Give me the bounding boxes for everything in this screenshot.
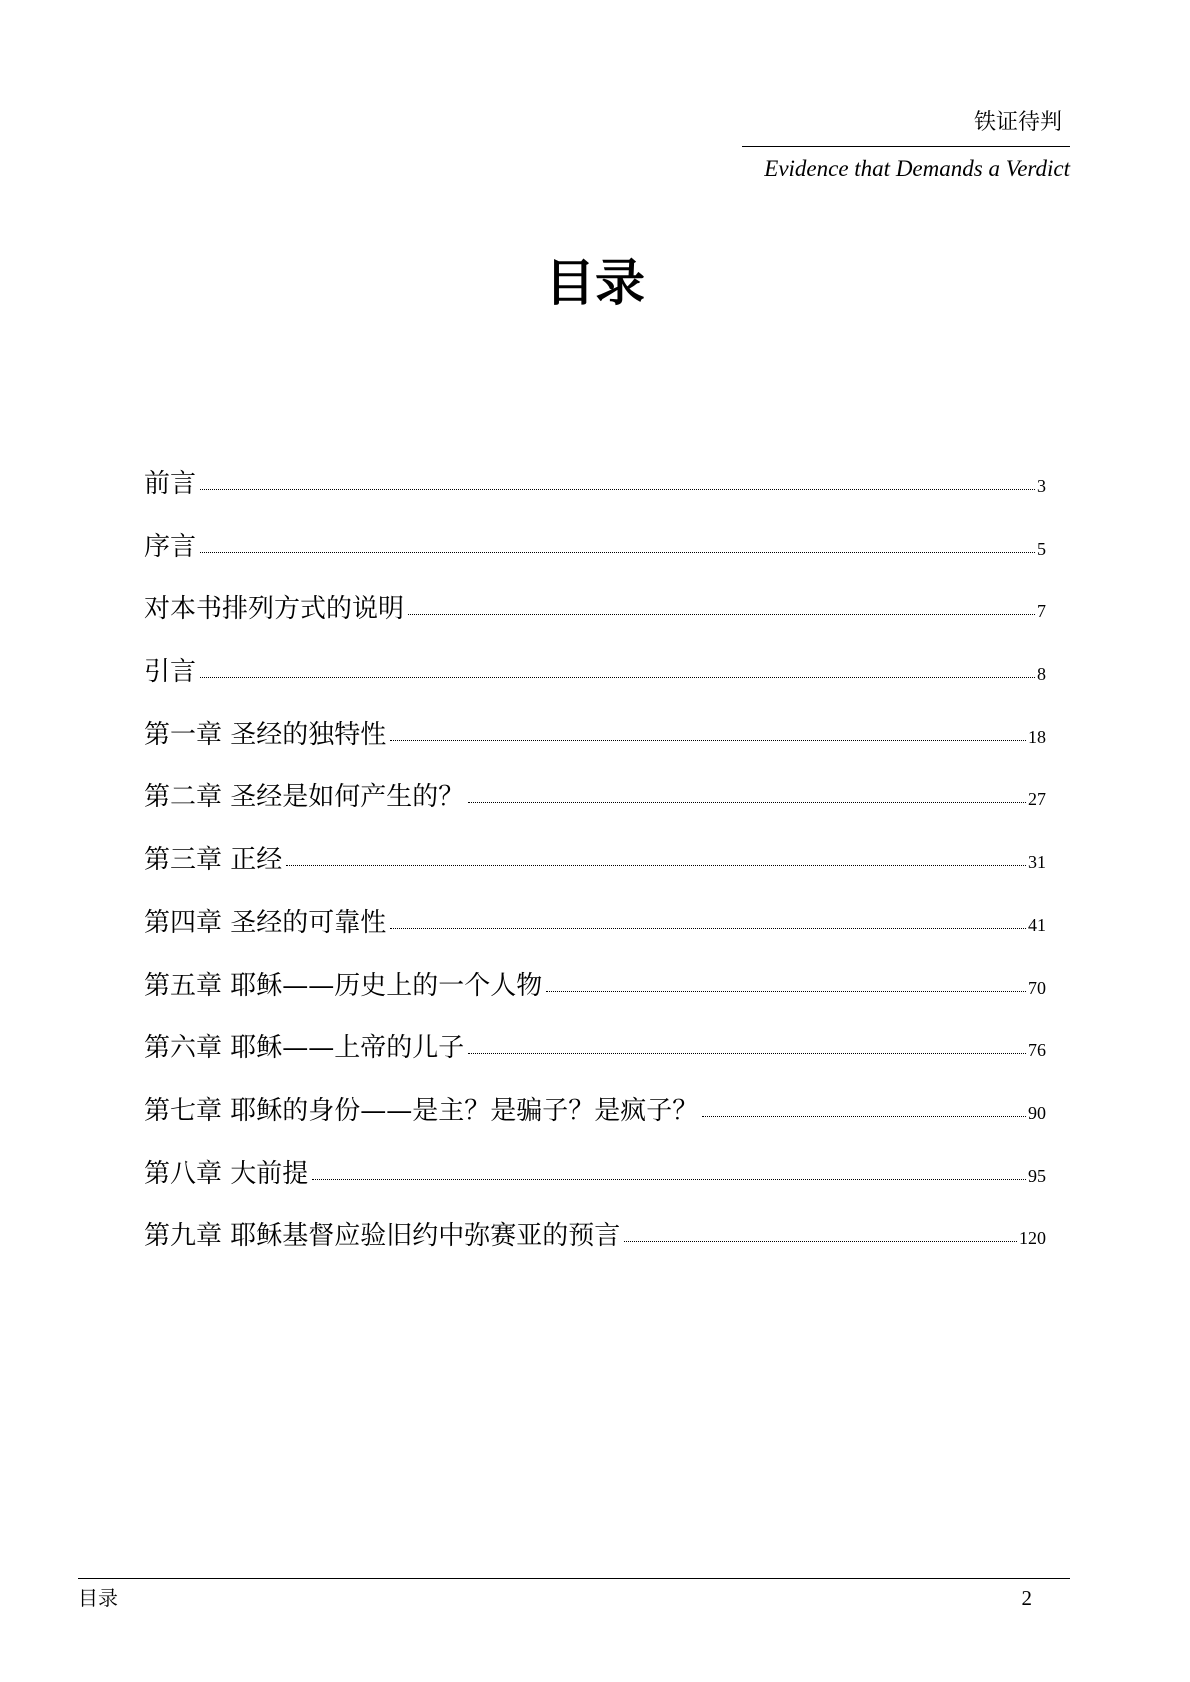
toc-entry-page: 90	[1028, 1102, 1046, 1123]
running-header	[742, 108, 1070, 187]
toc-entry-page: 41	[1028, 914, 1046, 935]
toc-entry-page: 5	[1037, 538, 1046, 559]
footer-section-label: 目录	[78, 1586, 118, 1610]
toc-dot-leader	[408, 613, 1035, 615]
toc-entry-label: 序言	[144, 531, 197, 562]
toc-entry-page: 31	[1028, 852, 1046, 873]
toc-entry-label: 第七章 耶稣的身份——是主？是骗子？是疯子？	[144, 1095, 699, 1126]
toc-dot-leader	[546, 990, 1026, 992]
toc-dot-leader	[390, 739, 1026, 741]
toc-heading: 目录	[545, 254, 645, 312]
toc-dot-leader	[468, 1052, 1026, 1054]
toc-dot-leader	[624, 1240, 1017, 1242]
toc-entry[interactable]	[144, 652, 1046, 715]
toc-entry[interactable]	[144, 1091, 1046, 1154]
toc-entry-label: 第六章 耶稣——上帝的儿子	[144, 1033, 465, 1064]
toc-entry-label: 第八章 大前提	[144, 1158, 309, 1189]
toc-entry-page: 18	[1028, 726, 1046, 747]
footer-page-number: 2	[1021, 1586, 1032, 1610]
toc-entry[interactable]	[144, 777, 1046, 840]
toc-entry[interactable]	[144, 715, 1046, 778]
toc-entry-label: 第一章 圣经的独特性	[144, 719, 387, 750]
toc-list	[144, 464, 1046, 1279]
toc-entry-page: 70	[1028, 977, 1046, 998]
toc-entry-label: 前言	[144, 469, 197, 499]
toc-entry[interactable]	[144, 903, 1046, 966]
toc-entry-label: 第三章 正经	[144, 845, 283, 876]
toc-dot-leader	[468, 801, 1026, 803]
toc-entry[interactable]	[144, 464, 1046, 527]
toc-entry-page: 120	[1019, 1228, 1046, 1249]
toc-entry-label: 第二章 圣经是如何产生的？	[144, 782, 465, 813]
toc-entry[interactable]	[144, 1028, 1046, 1091]
toc-dot-leader	[286, 864, 1026, 866]
toc-entry-page: 7	[1037, 601, 1046, 622]
toc-entry[interactable]	[144, 1216, 1046, 1279]
toc-entry-label: 第五章 耶稣——历史上的一个人物	[144, 970, 543, 1001]
toc-dot-leader	[200, 551, 1035, 553]
toc-entry-page: 95	[1028, 1165, 1046, 1186]
toc-entry[interactable]	[144, 527, 1046, 590]
toc-entry-page: 27	[1028, 789, 1046, 810]
toc-entry[interactable]	[144, 1154, 1046, 1217]
toc-dot-leader	[200, 676, 1035, 678]
toc-entry[interactable]	[144, 840, 1046, 903]
toc-entry-page: 3	[1037, 476, 1046, 496]
toc-entry[interactable]	[144, 589, 1046, 652]
toc-entry[interactable]	[144, 966, 1046, 1029]
toc-entry-page: 8	[1037, 664, 1046, 685]
book-subtitle: Evidence that Demands a Verdict	[764, 156, 1070, 181]
header-rule	[742, 146, 1070, 147]
footer-rule	[78, 1578, 1070, 1579]
toc-entry-page: 76	[1028, 1040, 1046, 1061]
book-title: 铁证待判	[973, 110, 1062, 135]
toc-entry-label: 第九章 耶稣基督应验旧约中弥赛亚的预言	[144, 1221, 621, 1252]
toc-dot-leader	[200, 488, 1035, 490]
toc-dot-leader	[702, 1115, 1026, 1117]
toc-dot-leader	[390, 927, 1026, 929]
toc-entry-label: 第四章 圣经的可靠性	[144, 907, 387, 938]
toc-entry-label: 引言	[144, 657, 197, 688]
toc-entry-label: 对本书排列方式的说明	[144, 594, 405, 625]
footer-row	[78, 1583, 1070, 1613]
running-footer	[78, 1578, 1070, 1613]
toc-dot-leader	[312, 1178, 1026, 1180]
